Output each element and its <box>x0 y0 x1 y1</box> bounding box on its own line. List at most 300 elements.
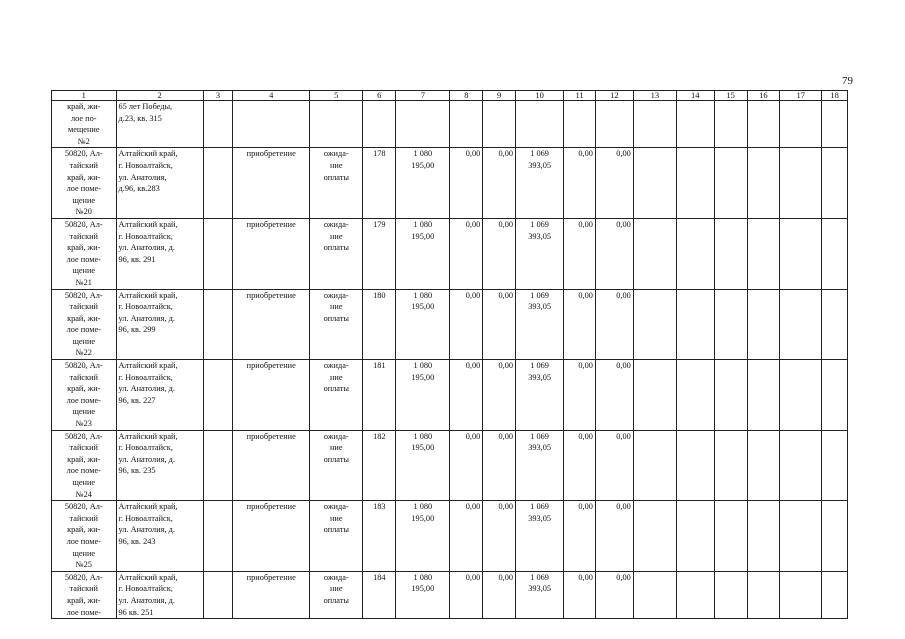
cell-text: мещение <box>67 125 100 135</box>
property-register-table <box>51 90 848 619</box>
cell-col-1 <box>52 289 117 360</box>
cell-text: 1 069 <box>530 431 549 441</box>
cell-col-12 <box>595 148 633 219</box>
cell-col-16 <box>747 430 780 501</box>
cell-col-17 <box>780 430 822 501</box>
cell-col-6 <box>363 571 396 618</box>
cell-col-6 <box>363 360 396 431</box>
cell-text: №21 <box>75 277 92 287</box>
cell-text: приобретение <box>246 431 296 441</box>
cell-col-11 <box>564 101 596 148</box>
cell-col-15 <box>714 430 747 501</box>
cell-col-18 <box>822 218 848 289</box>
cell-text: оплаты <box>323 172 349 182</box>
cell-text: 0,00 <box>465 502 481 512</box>
cell-text: 1 080 <box>413 572 433 582</box>
cell-text: 0,00 <box>498 290 514 300</box>
cell-col-11 <box>564 148 596 219</box>
cell-col-7 <box>396 289 450 360</box>
cell-text: ожида- <box>323 149 349 159</box>
cell-text: №25 <box>75 560 92 570</box>
cell-col-9 <box>483 148 516 219</box>
table-row <box>52 218 848 289</box>
cell-text: г. Новоалтайск, <box>118 302 173 312</box>
column-header-12: 12 <box>595 91 633 101</box>
cell-text: 50820, Ал- <box>64 219 103 229</box>
cell-col-6 <box>363 501 396 572</box>
cell-col-7 <box>396 360 450 431</box>
cell-col-13 <box>633 571 676 618</box>
cell-text: ожида- <box>323 361 349 371</box>
cell-col-6 <box>363 148 396 219</box>
cell-text: Алтайский край, <box>118 219 178 229</box>
table-row <box>52 360 848 431</box>
cell-text: 195,00 <box>411 584 435 594</box>
cell-text: 0,00 <box>578 149 593 159</box>
cell-text: г. Новоалтайск, <box>118 372 173 382</box>
cell-col-5 <box>310 501 363 572</box>
cell-text: край, жи- <box>67 525 101 535</box>
cell-text: 195,00 <box>411 302 435 312</box>
cell-text: ние <box>329 372 343 382</box>
cell-col-3 <box>203 501 233 572</box>
cell-col-10 <box>516 430 564 501</box>
cell-col-16 <box>747 148 780 219</box>
cell-text: 0,00 <box>465 572 481 582</box>
cell-col-14 <box>676 101 714 148</box>
cell-text: 0,00 <box>616 219 631 229</box>
cell-col-15 <box>714 218 747 289</box>
cell-text: Алтайский край, <box>118 431 178 441</box>
cell-col-12 <box>595 218 633 289</box>
cell-text: тайский <box>69 584 98 594</box>
cell-text: край, жи- <box>67 313 101 323</box>
cell-text: ние <box>329 231 343 241</box>
cell-col-4 <box>233 430 310 501</box>
cell-text: 0,00 <box>616 572 631 582</box>
cell-text: 0,00 <box>578 431 593 441</box>
cell-col-1 <box>52 360 117 431</box>
cell-col-3 <box>203 430 233 501</box>
cell-text: 393,05 <box>528 443 552 453</box>
cell-text: лое поме- <box>66 325 101 335</box>
cell-col-9 <box>483 360 516 431</box>
cell-text: 195,00 <box>411 160 435 170</box>
cell-col-14 <box>676 148 714 219</box>
cell-col-4 <box>233 101 310 148</box>
cell-col-10 <box>516 148 564 219</box>
cell-text: 50820, Ал- <box>64 149 103 159</box>
cell-col-7 <box>396 101 450 148</box>
cell-col-8 <box>450 571 483 618</box>
cell-text: 1 069 <box>530 572 549 582</box>
cell-text: 178 <box>373 149 386 159</box>
cell-col-12 <box>595 101 633 148</box>
column-header-18: 18 <box>822 91 848 101</box>
cell-col-10 <box>516 360 564 431</box>
cell-col-14 <box>676 430 714 501</box>
cell-text: щение <box>72 548 96 558</box>
table-row <box>52 148 848 219</box>
cell-text: щение <box>72 407 96 417</box>
cell-text: край, жи- <box>67 595 101 605</box>
cell-text: №22 <box>75 348 92 358</box>
cell-col-3 <box>203 148 233 219</box>
cell-col-10 <box>516 218 564 289</box>
cell-col-3 <box>203 289 233 360</box>
column-header-4: 4 <box>233 91 310 101</box>
cell-col-8 <box>450 501 483 572</box>
cell-text: 0,00 <box>616 149 631 159</box>
cell-col-15 <box>714 360 747 431</box>
cell-col-15 <box>714 501 747 572</box>
cell-col-8 <box>450 101 483 148</box>
cell-col-10 <box>516 289 564 360</box>
cell-text: 1 080 <box>413 149 433 159</box>
cell-text: тайский <box>69 513 98 523</box>
cell-text: лое поме- <box>66 607 101 617</box>
cell-text: г. Новоалтайск, <box>118 160 173 170</box>
column-header-6: 6 <box>363 91 396 101</box>
cell-col-15 <box>714 101 747 148</box>
cell-text: 0,00 <box>465 361 481 371</box>
cell-text: 50820, Ал- <box>64 502 103 512</box>
cell-text: ние <box>329 513 343 523</box>
column-header-10: 10 <box>516 91 564 101</box>
cell-text: ние <box>329 302 343 312</box>
cell-text: 96 кв. 251 <box>118 607 154 617</box>
cell-text: д.23, кв. 315 <box>118 113 162 123</box>
table-row <box>52 430 848 501</box>
cell-col-6 <box>363 218 396 289</box>
column-header-7: 7 <box>396 91 450 101</box>
cell-col-12 <box>595 501 633 572</box>
cell-text: ожида- <box>323 290 349 300</box>
cell-text: 0,00 <box>578 572 593 582</box>
cell-text: 393,05 <box>528 302 552 312</box>
cell-text: приобретение <box>246 219 296 229</box>
cell-text: щение <box>72 266 96 276</box>
cell-text: №24 <box>75 489 92 499</box>
cell-text: 393,05 <box>528 584 552 594</box>
cell-col-8 <box>450 360 483 431</box>
cell-col-14 <box>676 360 714 431</box>
cell-text: 1 080 <box>413 290 433 300</box>
cell-text: 180 <box>373 290 386 300</box>
cell-text: 0,00 <box>498 572 514 582</box>
cell-col-2 <box>116 101 203 148</box>
cell-text: приобретение <box>246 290 296 300</box>
cell-col-17 <box>780 571 822 618</box>
table-row <box>52 289 848 360</box>
cell-text: 1 080 <box>413 219 433 229</box>
cell-col-6 <box>363 101 396 148</box>
cell-text: край, жи- <box>67 384 101 394</box>
cell-col-5 <box>310 430 363 501</box>
cell-col-13 <box>633 360 676 431</box>
cell-text: 0,00 <box>498 219 514 229</box>
cell-text: 0,00 <box>498 502 514 512</box>
cell-col-15 <box>714 148 747 219</box>
cell-col-7 <box>396 148 450 219</box>
cell-text: ожида- <box>323 219 349 229</box>
table-row <box>52 101 848 148</box>
column-header-16: 16 <box>747 91 780 101</box>
cell-text: 393,05 <box>528 231 552 241</box>
cell-col-7 <box>396 430 450 501</box>
cell-text: Алтайский край, <box>118 149 178 159</box>
page-number: 79 <box>842 75 853 87</box>
table-row <box>52 501 848 572</box>
cell-col-17 <box>780 501 822 572</box>
cell-col-8 <box>450 148 483 219</box>
table-row <box>52 571 848 618</box>
cell-col-13 <box>633 148 676 219</box>
cell-col-12 <box>595 360 633 431</box>
cell-text: 0,00 <box>498 361 514 371</box>
cell-col-5 <box>310 360 363 431</box>
cell-col-7 <box>396 571 450 618</box>
cell-col-9 <box>483 571 516 618</box>
cell-text: 1 069 <box>530 361 549 371</box>
cell-text: Алтайский край, <box>118 361 178 371</box>
cell-col-2 <box>116 360 203 431</box>
cell-col-15 <box>714 289 747 360</box>
cell-col-15 <box>714 571 747 618</box>
cell-col-16 <box>747 289 780 360</box>
cell-text: ул. Анатолия, д. <box>118 243 175 253</box>
cell-text: 1 069 <box>530 219 549 229</box>
cell-text: 65 лет Победы, <box>118 102 173 111</box>
cell-text: лое по- <box>71 113 97 123</box>
cell-text: 1 069 <box>530 502 549 512</box>
cell-col-16 <box>747 218 780 289</box>
column-header-3: 3 <box>203 91 233 101</box>
cell-text: 96, кв. 243 <box>118 536 156 546</box>
cell-text: д.96, кв.283 <box>118 184 160 194</box>
cell-text: 0,00 <box>578 219 593 229</box>
column-header-9: 9 <box>483 91 516 101</box>
cell-text: ул. Анатолия, д. <box>118 313 175 323</box>
cell-text: 1 080 <box>413 431 433 441</box>
cell-col-5 <box>310 289 363 360</box>
cell-text: тайский <box>69 443 98 453</box>
cell-text: щение <box>72 336 96 346</box>
cell-text: 0,00 <box>616 361 631 371</box>
cell-text: 96, кв. 299 <box>118 325 156 335</box>
cell-text: г. Новоалтайск, <box>118 584 173 594</box>
cell-col-11 <box>564 218 596 289</box>
cell-text: 0,00 <box>578 502 593 512</box>
cell-col-4 <box>233 218 310 289</box>
cell-text: 0,00 <box>578 290 593 300</box>
cell-text: ние <box>329 443 343 453</box>
cell-col-5 <box>310 571 363 618</box>
cell-text: ожида- <box>323 502 349 512</box>
cell-text: ул. Анатолия, <box>118 172 167 182</box>
column-header-11: 11 <box>564 91 596 101</box>
cell-col-18 <box>822 360 848 431</box>
cell-text: 0,00 <box>498 431 514 441</box>
cell-col-2 <box>116 289 203 360</box>
cell-col-11 <box>564 289 596 360</box>
cell-text: №20 <box>75 207 92 217</box>
cell-text: край, жи- <box>67 454 101 464</box>
cell-text: 0,00 <box>465 219 481 229</box>
cell-text: ул. Анатолия, д. <box>118 454 175 464</box>
cell-text: 50820, Ал- <box>64 290 103 300</box>
header-row <box>52 91 848 101</box>
cell-col-16 <box>747 360 780 431</box>
cell-col-2 <box>116 571 203 618</box>
cell-col-2 <box>116 148 203 219</box>
cell-text: ул. Анатолия, д. <box>118 595 175 605</box>
cell-text: №23 <box>75 419 92 429</box>
cell-col-10 <box>516 571 564 618</box>
cell-text: 0,00 <box>616 431 631 441</box>
cell-col-2 <box>116 430 203 501</box>
cell-text: край, жи- <box>67 102 101 111</box>
cell-text: 96, кв. 235 <box>118 466 156 476</box>
cell-text: ние <box>329 160 343 170</box>
cell-col-18 <box>822 148 848 219</box>
cell-text: ожида- <box>323 431 349 441</box>
cell-col-4 <box>233 148 310 219</box>
cell-col-1 <box>52 101 117 148</box>
cell-text: Алтайский край, <box>118 572 178 582</box>
cell-text: 0,00 <box>616 290 631 300</box>
cell-text: 0,00 <box>616 502 631 512</box>
column-header-8: 8 <box>450 91 483 101</box>
cell-text: 0,00 <box>465 431 481 441</box>
cell-text: ул. Анатолия, д. <box>118 384 175 394</box>
cell-text: Алтайский край, <box>118 290 178 300</box>
cell-text: №2 <box>77 136 90 146</box>
column-header-1: 1 <box>52 91 117 101</box>
cell-text: тайский <box>69 372 98 382</box>
cell-col-5 <box>310 218 363 289</box>
cell-col-14 <box>676 289 714 360</box>
cell-text: оплаты <box>323 384 349 394</box>
cell-text: приобретение <box>246 149 296 159</box>
cell-col-3 <box>203 218 233 289</box>
column-header-2: 2 <box>116 91 203 101</box>
cell-col-16 <box>747 101 780 148</box>
cell-col-17 <box>780 101 822 148</box>
cell-text: 195,00 <box>411 372 435 382</box>
cell-text: г. Новоалтайск, <box>118 513 173 523</box>
cell-col-7 <box>396 218 450 289</box>
cell-col-17 <box>780 218 822 289</box>
cell-text: щение <box>72 195 96 205</box>
cell-col-1 <box>52 430 117 501</box>
cell-col-14 <box>676 571 714 618</box>
cell-col-16 <box>747 501 780 572</box>
cell-text: 183 <box>373 502 386 512</box>
column-header-13: 13 <box>633 91 676 101</box>
cell-text: оплаты <box>323 454 349 464</box>
cell-col-13 <box>633 289 676 360</box>
cell-text: 195,00 <box>411 231 435 241</box>
cell-col-11 <box>564 430 596 501</box>
cell-text: г. Новоалтайск, <box>118 443 173 453</box>
cell-col-9 <box>483 289 516 360</box>
cell-col-8 <box>450 218 483 289</box>
cell-col-3 <box>203 571 233 618</box>
cell-col-18 <box>822 101 848 148</box>
cell-text: 181 <box>373 361 386 371</box>
cell-col-13 <box>633 501 676 572</box>
cell-col-18 <box>822 501 848 572</box>
cell-text: 50820, Ал- <box>64 431 103 441</box>
cell-col-1 <box>52 571 117 618</box>
cell-text: лое поме- <box>66 395 101 405</box>
cell-text: оплаты <box>323 243 349 253</box>
cell-text: тайский <box>69 302 98 312</box>
column-header-14: 14 <box>676 91 714 101</box>
cell-col-11 <box>564 571 596 618</box>
cell-col-17 <box>780 148 822 219</box>
cell-col-9 <box>483 101 516 148</box>
cell-text: 0,00 <box>578 361 593 371</box>
cell-col-4 <box>233 289 310 360</box>
column-header-15: 15 <box>714 91 747 101</box>
cell-text: 96, кв. 227 <box>118 395 156 405</box>
cell-col-1 <box>52 148 117 219</box>
column-header-17: 17 <box>780 91 822 101</box>
cell-text: приобретение <box>246 572 296 582</box>
cell-text: г. Новоалтайск, <box>118 231 173 241</box>
cell-text: край, жи- <box>67 172 101 182</box>
cell-col-17 <box>780 360 822 431</box>
cell-text: щение <box>72 478 96 487</box>
cell-text: 195,00 <box>411 513 435 523</box>
cell-col-11 <box>564 501 596 572</box>
cell-col-5 <box>310 148 363 219</box>
cell-text: 0,00 <box>465 149 481 159</box>
cell-text: 1 069 <box>530 149 549 159</box>
cell-text: ожида- <box>323 572 349 582</box>
cell-text: 0,00 <box>498 149 514 159</box>
cell-col-9 <box>483 430 516 501</box>
cell-text: тайский <box>69 160 98 170</box>
cell-col-13 <box>633 430 676 501</box>
cell-text: 184 <box>373 572 386 582</box>
cell-text: 182 <box>373 431 386 441</box>
cell-text: лое поме- <box>66 536 101 546</box>
cell-col-12 <box>595 571 633 618</box>
cell-col-14 <box>676 218 714 289</box>
cell-col-5 <box>310 101 363 148</box>
cell-text: 195,00 <box>411 443 435 453</box>
cell-text: оплаты <box>323 595 349 605</box>
cell-text: 1 080 <box>413 361 433 371</box>
cell-col-16 <box>747 571 780 618</box>
cell-text: 96, кв. 291 <box>118 254 156 264</box>
cell-text: лое поме- <box>66 254 101 264</box>
cell-col-4 <box>233 360 310 431</box>
cell-col-2 <box>116 218 203 289</box>
cell-text: приобретение <box>246 502 296 512</box>
cell-col-13 <box>633 218 676 289</box>
cell-text: 1 069 <box>530 290 549 300</box>
cell-text: оплаты <box>323 313 349 323</box>
cell-text: 179 <box>373 219 386 229</box>
cell-col-6 <box>363 430 396 501</box>
cell-col-2 <box>116 501 203 572</box>
cell-text: оплаты <box>323 525 349 535</box>
cell-col-1 <box>52 218 117 289</box>
